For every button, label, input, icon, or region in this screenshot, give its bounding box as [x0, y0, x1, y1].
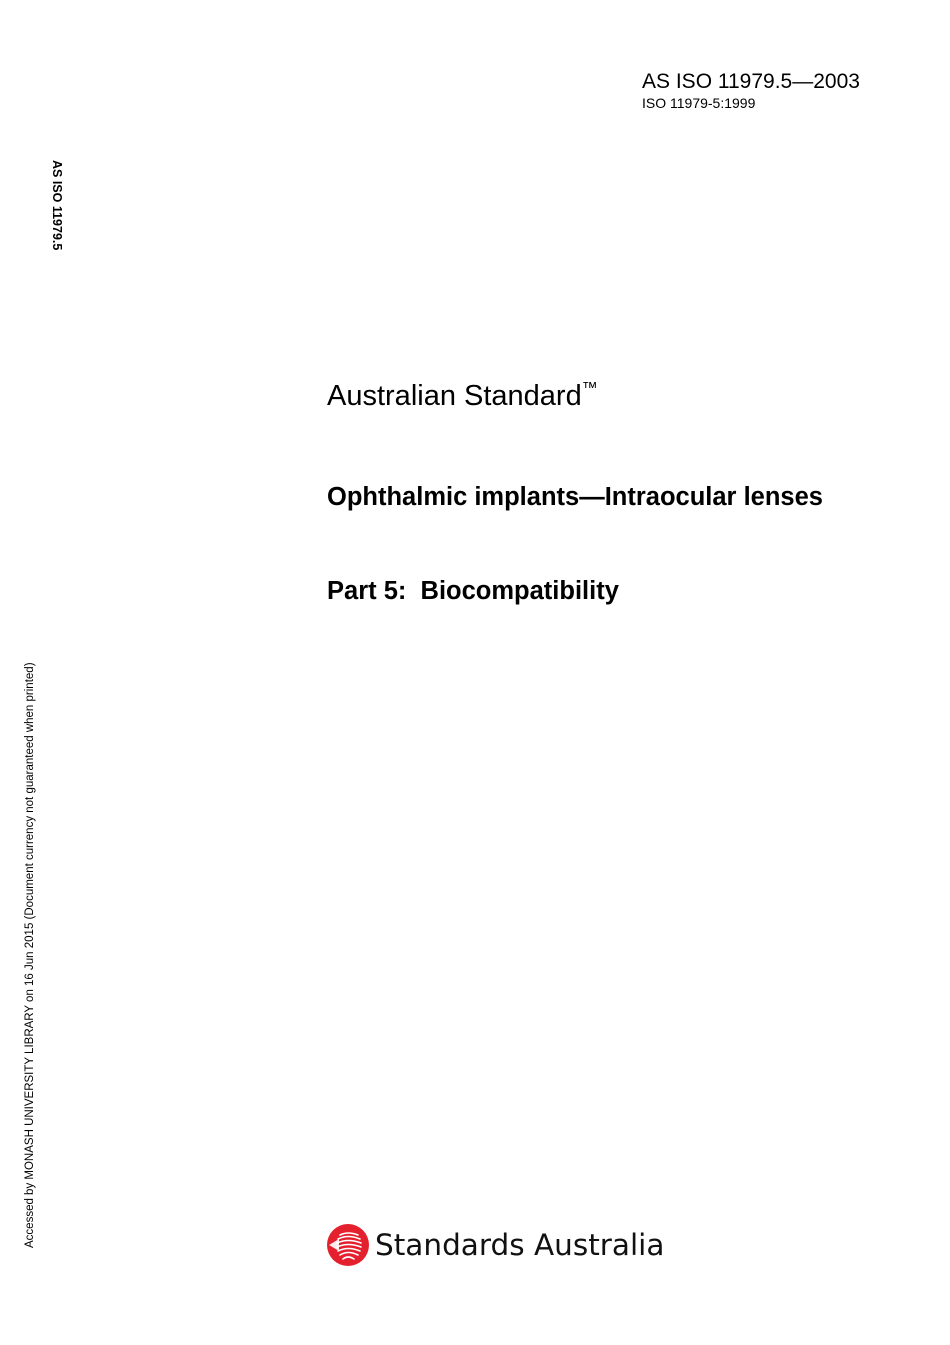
standards-australia-logo-icon [326, 1223, 370, 1267]
series-label [327, 378, 598, 414]
spine-label: AS ISO 11979.5 [50, 160, 64, 251]
standard-number: AS ISO 11979.5—2003 [642, 70, 860, 93]
access-note: Accessed by MONASH UNIVERSITY LIBRARY on 16 Jun 2015 (Document currency not guaranteed when printed) [24, 662, 36, 1248]
series-label-text: Australian Standard [327, 380, 582, 412]
document-title: Ophthalmic implants—Intraocular lenses [327, 483, 823, 511]
iso-number: ISO 11979-5:1999 [642, 95, 756, 111]
publisher-name: Standards Australia [375, 1228, 665, 1262]
document-part: Part 5: Biocompatibility [327, 577, 619, 605]
trademark-symbol: ™ [581, 380, 598, 397]
publisher-block [326, 1222, 664, 1268]
